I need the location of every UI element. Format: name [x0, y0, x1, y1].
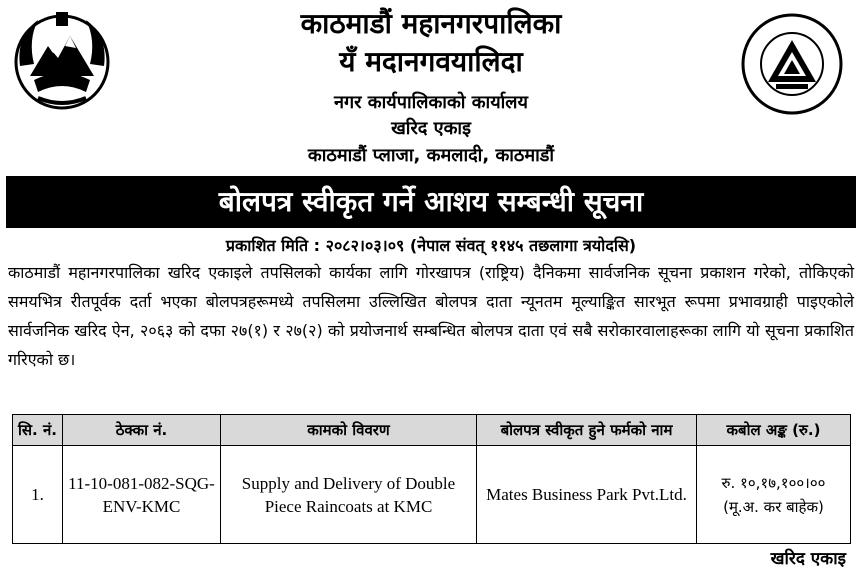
office-address: काठमाडौं प्लाजा, कमलादी, काठमाडौं	[307, 145, 555, 166]
col-header-amount: कबोल अङ्क (रु.)	[697, 415, 851, 446]
municipality-title-stylized: यँ मदानगवयालिदा	[339, 45, 523, 78]
notice-header	[0, 0, 862, 172]
col-header-contract-no: ठेक्का नं.	[63, 415, 221, 446]
row-amount: रु. १०,१७,१००।००	[721, 473, 826, 492]
col-header-description: कामको विवरण	[221, 415, 477, 446]
col-header-bidder: बोलपत्र स्वीकृत हुने फर्मको नाम	[477, 415, 697, 446]
table-row	[13, 446, 851, 544]
unit-name: खरिद एकाइ	[391, 118, 471, 139]
bid-acceptance-table	[12, 414, 851, 544]
notice-body: काठमाडौं महानगरपालिका खरिद एकाइले तपसिलको कार्यका लागि गोरखापत्र (राष्ट्रिय) दैनिकमा सार्वजनिक सूचना प्रकाशन गरेको, तोकिएको समयभित्र रीतपूर्वक दर्ता भएका बोलपत्रहरूमध्ये तपसिलमा उल्लिखित बोलपत्र दाता न्यूनतम मूल्याङ्कित सारभूत रूपमा प्रभावग्राही पाइएकोले सार्वजनिक खरिद ऐन, २०६३ को दफा २७(१) र २७(२) को प्रयोजनार्थ सम्बन्धित बोलपत्र दाता एवं सबै सरोकारवालाहरूका लागि यो सूचना प्रकाशित गरिएको छ।	[8, 263, 854, 369]
row-description: Supply and Delivery of Double Piece Raincoats at KMC	[221, 446, 477, 544]
row-contract-no: 11-10-081-082-SQG-ENV-KMC	[63, 446, 221, 544]
kathmandu-metropolitan-logo-icon	[740, 12, 844, 116]
row-amount-cell	[697, 446, 851, 544]
office-name: नगर कार्यपालिकाको कार्यालय	[334, 92, 528, 113]
municipality-title: काठमाडौं महानगरपालिका	[300, 7, 562, 40]
published-date: प्रकाशित मिति : २०८२।०३।०९ (नेपाल संवत् ११४५ तछलागा त्रयोदसि)	[225, 236, 637, 255]
footer-signature: खरिद एकाइ	[770, 549, 846, 569]
notice-heading-banner: बोलपत्र स्वीकृत गर्ने आशय सम्बन्धी सूचना	[6, 176, 856, 228]
row-amount-note: (मू.अ. कर बाहेक)	[723, 497, 824, 516]
table-header-row	[13, 415, 851, 446]
row-sn: 1.	[13, 446, 63, 544]
row-bidder: Mates Business Park Pvt.Ltd.	[477, 446, 697, 544]
col-header-sn: सि. नं.	[13, 415, 63, 446]
